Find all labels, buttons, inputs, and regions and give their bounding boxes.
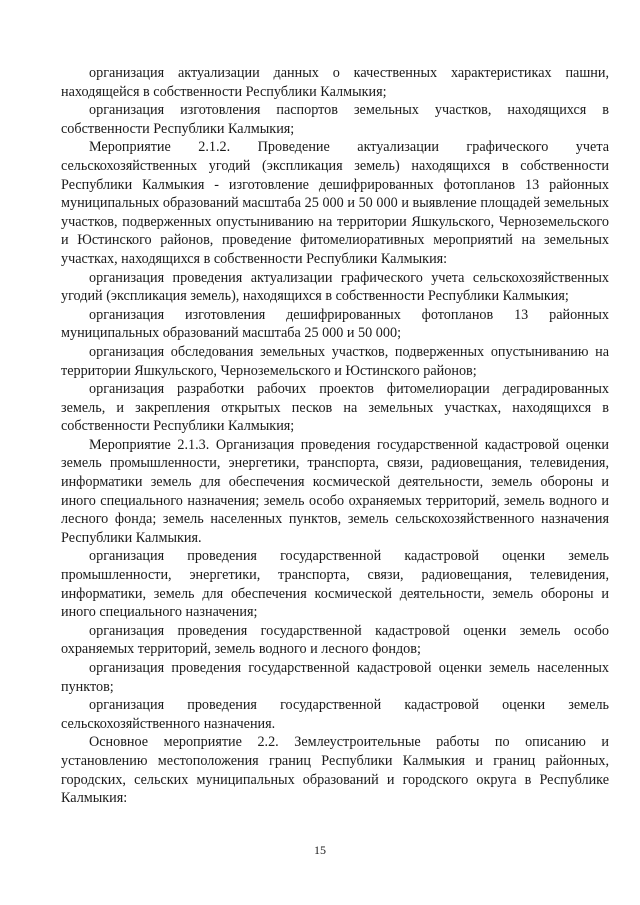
paragraph: Основное мероприятие 2.2. Землеустроительные работы по описанию и установлению местоположения границ Республики Калмыкия и границ районных, городских, сельских муниципальных образований и городского округа в Республике Калмыкия:: [61, 734, 609, 807]
paragraph: организация изготовления паспортов земельных участков, находящихся в собственности Республики Калмыкия;: [61, 102, 609, 137]
paragraph: организация изготовления дешифрированных фотопланов 13 районных муниципальных образований масштаба 25 000 и 50 000;: [61, 306, 609, 342]
paragraph: организация проведения государственной кадастровой оценки земель промышленности, энергетики, транспорта, связи, радиовещания, телевидения, информатики, земель для обеспечения космической деятельности, земель обороны и иного специального назначения;: [61, 548, 609, 621]
paragraph: организация проведения государственной кадастровой оценки земель сельскохозяйственного назначения.: [61, 697, 609, 732]
paragraph: Мероприятие 2.1.2. Проведение актуализации графического учета сельскохозяйственных угодий (экспликация земель) находящихся в собственности Республики Калмыкия - изготовление дешифрированных фотопланов 13 районных муниципальных образований масштаба 25 000 и 50 000 и выявление площадей земельных участков, подверженных опустыниванию на территории Яшкульского, Черноземельского и Юстинского районов, проведение фитомелиоративных мероприятий на земельных участках, находящихся в собственности Республики Калмыкия:: [61, 139, 609, 267]
paragraph: организация проведения актуализации графического учета сельскохозяйственных угодий (экспликация земель), находящихся в собственности Республики Калмыкия;: [61, 269, 609, 305]
document-body: [61, 64, 609, 808]
paragraph: организация разработки рабочих проектов фитомелиорации деградированных земель, и закрепления открытых песков на земельных участках, находящихся в собственности Республики Калмыкия;: [61, 381, 609, 435]
paragraph: организация проведения государственной кадастровой оценки земель особо охраняемых территорий, земель водного и лесного фондов;: [61, 622, 609, 658]
paragraph: организация актуализации данных о качественных характеристиках пашни, находящейся в собственности Республики Калмыкия;: [61, 65, 609, 100]
paragraph: организация обследования земельных участков, подверженных опустыниванию на территории Яшкульского, Черноземельского и Юстинского районов;: [61, 343, 609, 379]
paragraph: Мероприятие 2.1.3. Организация проведения государственной кадастровой оценки земель промышленности, энергетики, транспорта, связи, радиовещания, телевидения, информатики земель для обеспечения космической деятельности, земель обороны и иного специального назначения; земель особо охраняемых территорий, земель водного и лесного фонда; земель населенных пунктов, земель сельскохозяйственного назначения Республики Калмыкия.: [61, 436, 609, 546]
page-number: 15: [314, 843, 326, 857]
paragraph: организация проведения государственной кадастровой оценки земель населенных пунктов;: [61, 660, 609, 695]
